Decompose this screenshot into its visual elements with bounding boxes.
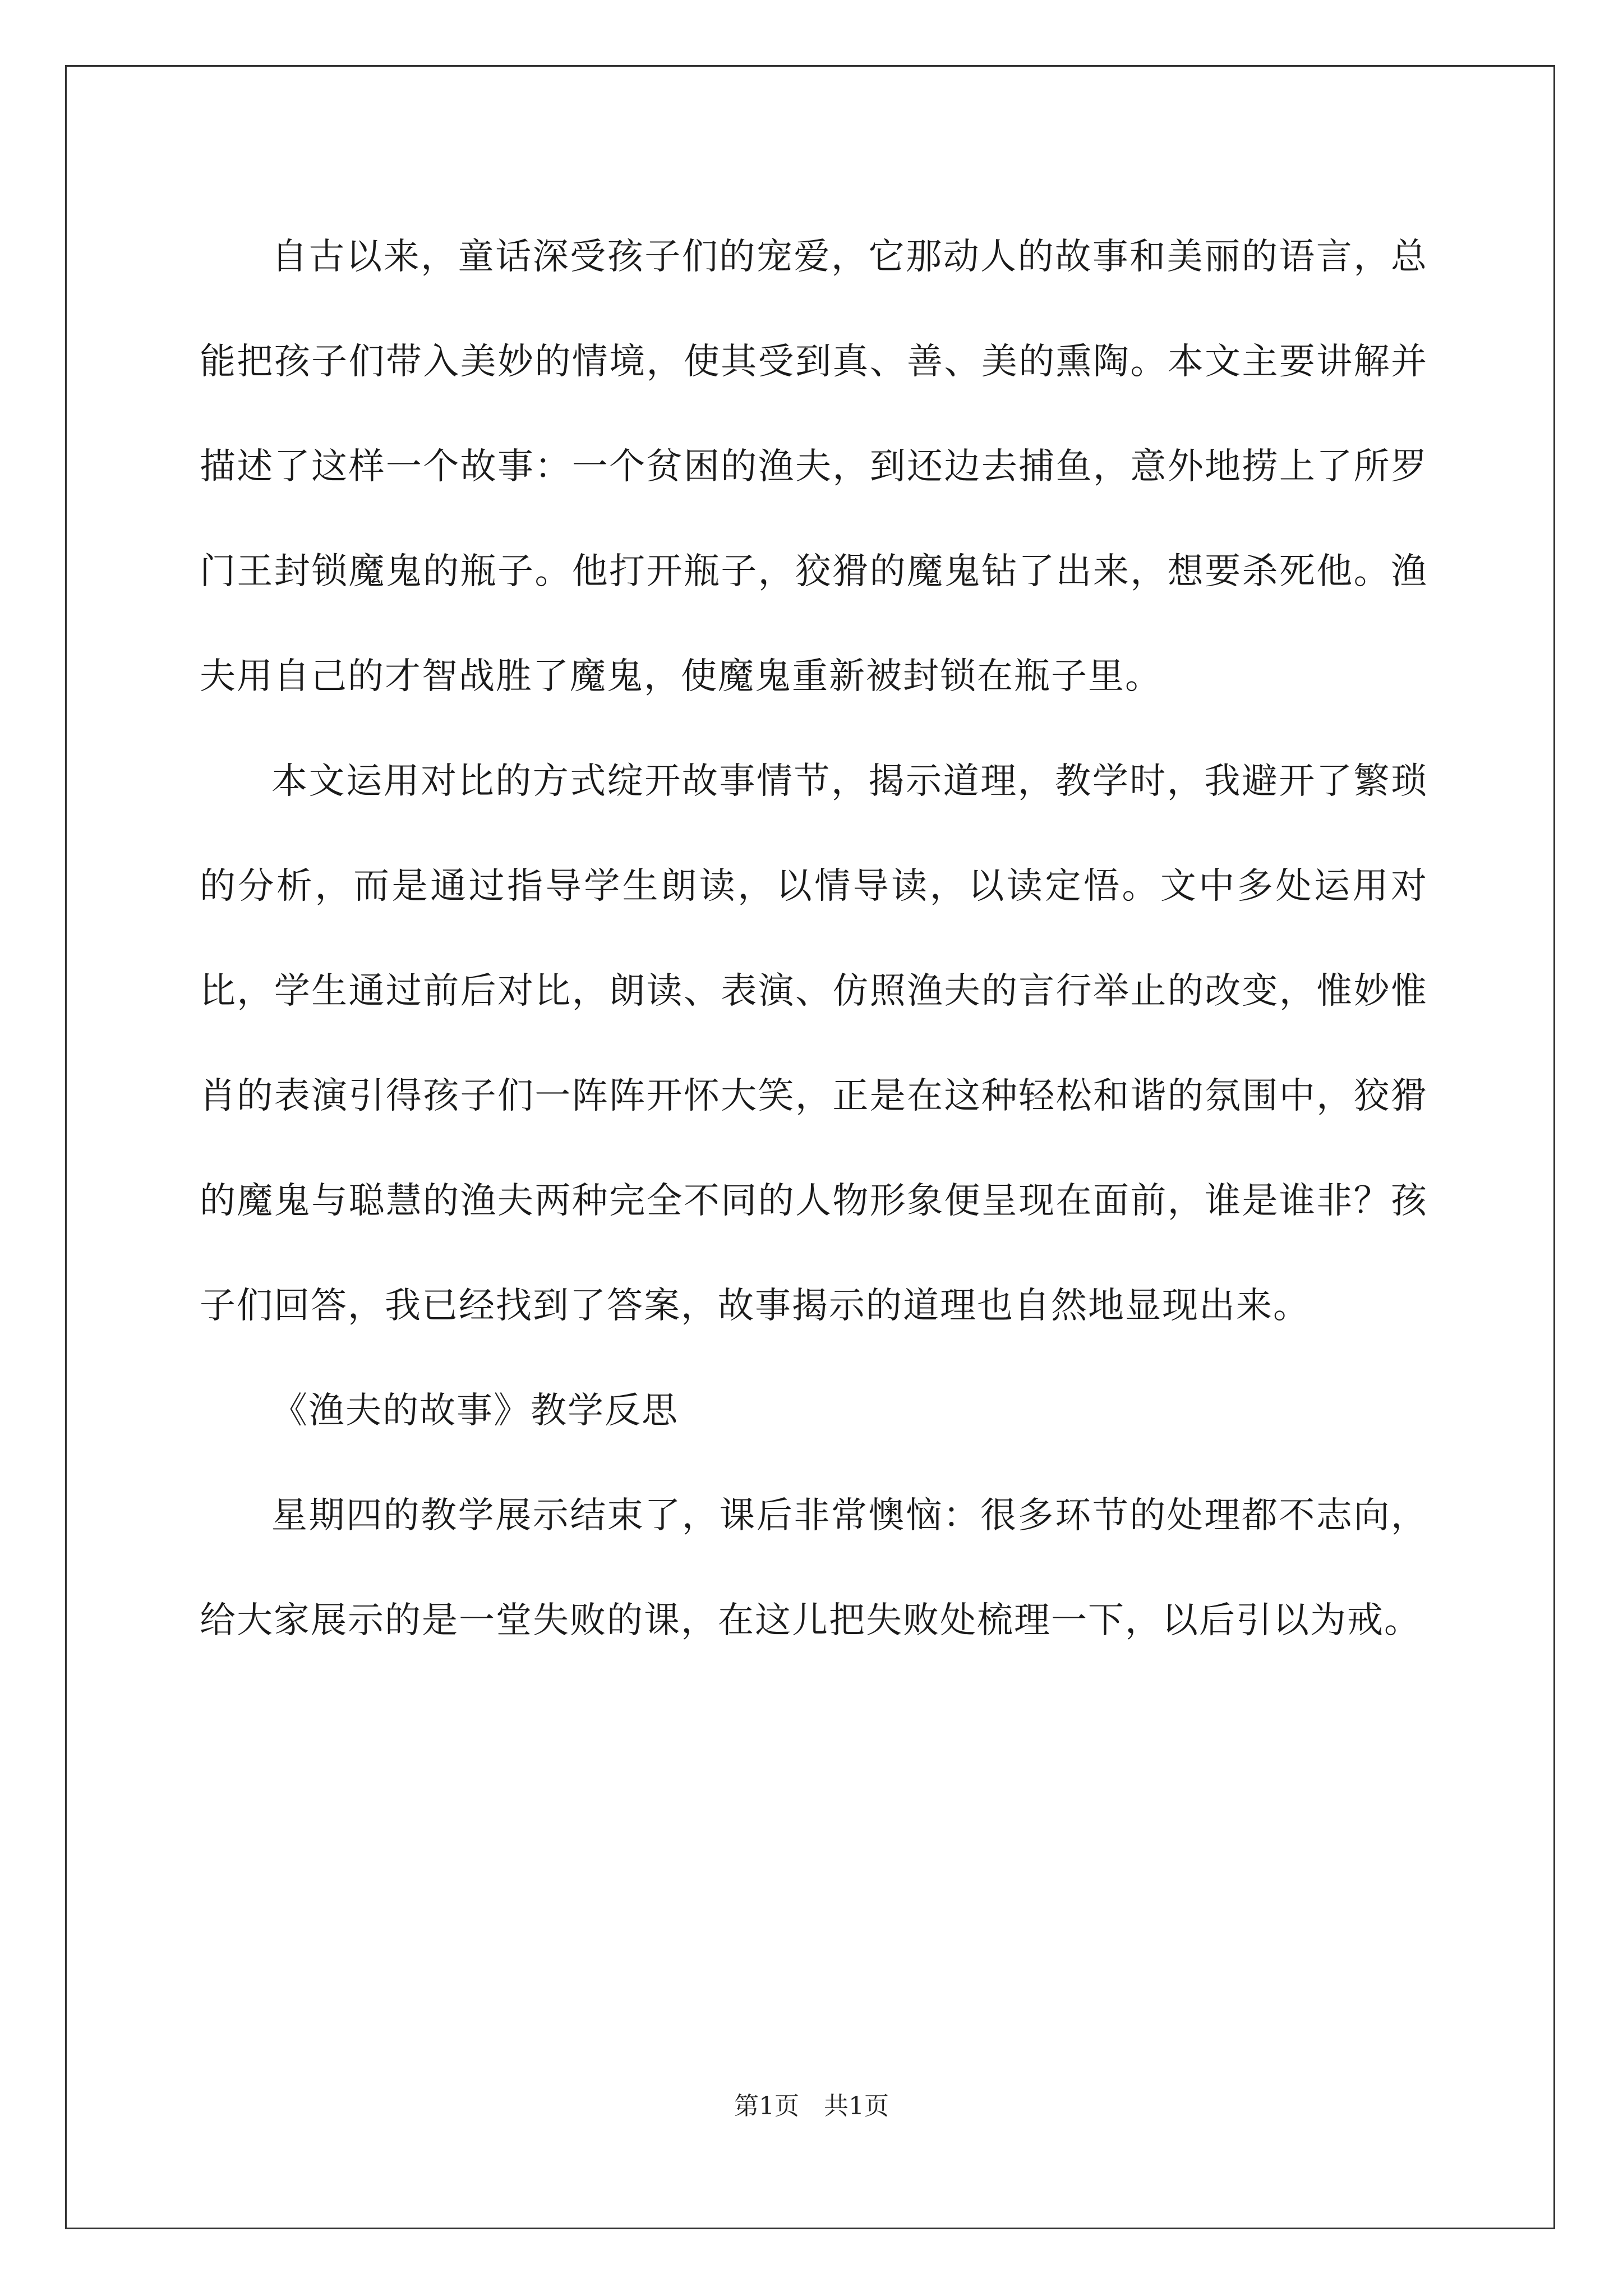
- paragraph-method: 本文运用对比的方式绽开故事情节，揭示道理，教学时，我避开了繁琐的分析，而是通过指导学生朗读，以情导读，以读定悟。文中多处运用对比，学生通过前后对比，朗读、表演、仿照渔夫的言行举止的改变，惟妙惟肖的表演引得孩子们一阵阵开怀大笑，正是在这种轻松和谐的氛围中，狡猾的魔鬼与聪慧的渔夫两种完全不同的人物形象便呈现在面前，谁是谁非？孩子们回答，我已经找到了答案，故事揭示的道理也自然地显现出来。: [200, 761, 1428, 1327]
- section-heading: 《渔夫的故事》教学反思: [271, 1390, 679, 1432]
- paragraph-intro: 自古以来，童话深受孩子们的宠爱，它那动人的故事和美丽的语言，总能把孩子们带入美妙的情境，使其受到真、善、美的熏陶。本文主要讲解并描述了这样一个故事：一个贫困的渔夫，到还边去捕鱼，意外地捞上了所罗门王封锁魔鬼的瓶子。他打开瓶子，狡猾的魔鬼钻了出来，想要杀死他。渔夫用自己的才智战胜了魔鬼，使魔鬼重新被封锁在瓶子里。: [200, 236, 1428, 697]
- page-total: 共1页: [824, 2092, 889, 2120]
- page-footer: [0, 2090, 1623, 2123]
- page-number: 第1页: [734, 2092, 799, 2120]
- document-body: [200, 205, 1428, 1673]
- paragraph-reflection: 星期四的教学展示结束了，课后非常懊恼：很多环节的处理都不志向，给大家展示的是一堂失败的课，在这儿把失败处梳理一下，以后引以为戒。: [200, 1495, 1428, 1641]
